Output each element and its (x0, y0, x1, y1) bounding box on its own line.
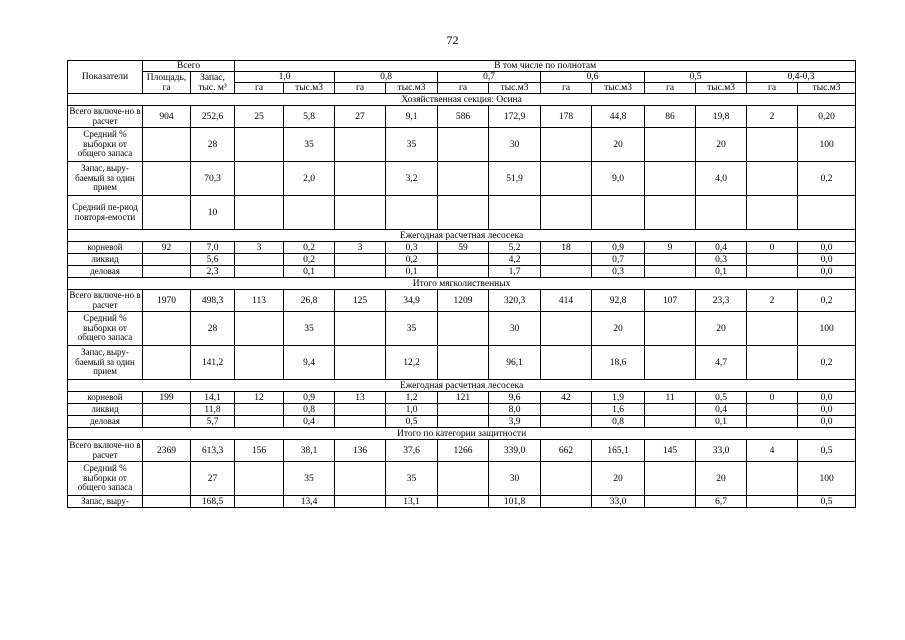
forest-stock-table (67, 60, 856, 508)
table-cell (541, 266, 592, 278)
table-cell (438, 128, 489, 162)
table-cell (747, 196, 798, 230)
table-cell: 51,9 (489, 162, 541, 196)
table-cell (747, 312, 798, 346)
table-cell (235, 404, 284, 416)
table-cell (645, 162, 696, 196)
table-cell (645, 416, 696, 428)
table-row (68, 440, 856, 462)
table-cell: 0,0 (798, 254, 856, 266)
table-cell (645, 496, 696, 508)
table-cell: 25 (235, 106, 284, 128)
table-cell (335, 196, 386, 230)
table-row (68, 162, 856, 196)
row-label: деловая (68, 416, 143, 428)
table-cell: 9,6 (489, 392, 541, 404)
table-cell (645, 266, 696, 278)
table-cell: 252,6 (191, 106, 235, 128)
table-cell: 2,3 (191, 266, 235, 278)
table-cell (747, 404, 798, 416)
table-cell: 0,4 (284, 416, 335, 428)
table-cell: 0,1 (696, 416, 747, 428)
table-cell: 5,2 (489, 242, 541, 254)
row-label: Всего включе-но в расчет (69, 289, 141, 310)
table-cell (335, 266, 386, 278)
table-cell (489, 196, 541, 230)
table-cell: 0,5 (798, 440, 856, 462)
table-cell (335, 128, 386, 162)
table-cell (235, 254, 284, 266)
table-cell: 37,6 (386, 440, 438, 462)
row-label: Всего включе-но в расчет (69, 439, 141, 460)
unit-ha-header: га (235, 83, 284, 94)
unit-m3-header: тыс.м3 (798, 83, 856, 94)
table-cell: 0,3 (592, 266, 645, 278)
density-header: 0,4-0,3 (747, 72, 856, 83)
table-cell: 20 (592, 462, 645, 496)
unit-m3-header: тыс.м3 (489, 83, 541, 94)
table-cell (541, 416, 592, 428)
table-row (68, 266, 856, 278)
table-cell: 27 (191, 462, 235, 496)
table-cell (645, 346, 696, 380)
table-cell: 1266 (438, 440, 489, 462)
table-cell: 136 (335, 440, 386, 462)
table-cell: 613,3 (191, 440, 235, 462)
row-label: корневой (68, 392, 143, 404)
table-cell: 13,1 (386, 496, 438, 508)
unit-ha-header: га (747, 83, 798, 94)
section-title: Итого по категории защитности (68, 428, 856, 440)
table-cell: 0,8 (592, 416, 645, 428)
table-cell: 4,0 (696, 162, 747, 196)
table-cell (335, 462, 386, 496)
table-cell: 44,8 (592, 106, 645, 128)
row-label: Запас, выру-баемый за один прием (68, 346, 143, 380)
table-cell (335, 496, 386, 508)
table-cell (747, 346, 798, 380)
table-cell (541, 346, 592, 380)
table-cell: 18,6 (592, 346, 645, 380)
table-cell (335, 312, 386, 346)
table-cell: 0,2 (798, 290, 856, 312)
table-cell: 9,0 (592, 162, 645, 196)
table-cell (592, 196, 645, 230)
table-cell (143, 346, 191, 380)
table-cell: 0,8 (284, 404, 335, 416)
table-cell (386, 196, 438, 230)
table-cell: 27 (335, 106, 386, 128)
section-title-row (68, 380, 856, 392)
table-cell: 101,8 (489, 496, 541, 508)
table-cell: 0,2 (798, 162, 856, 196)
table-cell (143, 462, 191, 496)
table-row (68, 290, 856, 312)
table-cell (541, 462, 592, 496)
unit-ha-header: га (438, 83, 489, 94)
table-cell: 1,2 (386, 392, 438, 404)
table-cell: 9 (645, 242, 696, 254)
table-row (68, 196, 856, 230)
table-cell (541, 128, 592, 162)
table-cell: 96,1 (489, 346, 541, 380)
table-cell: 100 (798, 128, 856, 162)
unit-m3-header: тыс.м3 (592, 83, 645, 94)
section-title-row (68, 94, 856, 106)
table-cell: 33,0 (592, 496, 645, 508)
header-total: Всего (143, 61, 235, 72)
table-cell (235, 312, 284, 346)
header-area: Площадь, га (143, 72, 191, 94)
table-cell: 23,3 (696, 290, 747, 312)
table-cell: 125 (335, 290, 386, 312)
table-cell: 2 (747, 106, 798, 128)
table-cell: 2,0 (284, 162, 335, 196)
table-cell (438, 162, 489, 196)
section-title-row (68, 230, 856, 242)
row-label: Средний % выборки от общего запаса (68, 312, 143, 346)
table-cell: 35 (284, 312, 335, 346)
table-cell: 0,1 (696, 266, 747, 278)
table-cell (747, 128, 798, 162)
section-title-row (68, 428, 856, 440)
table-cell: 6,7 (696, 496, 747, 508)
table-cell: 86 (645, 106, 696, 128)
table-row (68, 416, 856, 428)
table-cell: 414 (541, 290, 592, 312)
table-cell: 10 (191, 196, 235, 230)
table-cell: 168,5 (191, 496, 235, 508)
table-cell: 0,0 (798, 416, 856, 428)
table-cell (143, 254, 191, 266)
table-cell: 59 (438, 242, 489, 254)
table-cell: 0,9 (592, 242, 645, 254)
table-cell: 33,0 (696, 440, 747, 462)
row-label: Средний % выборки от общего запаса (68, 462, 143, 496)
table-cell (645, 254, 696, 266)
table-cell (747, 162, 798, 196)
table-cell: 0,0 (798, 392, 856, 404)
table-cell (235, 128, 284, 162)
table-cell (235, 346, 284, 380)
table-cell: 30 (489, 312, 541, 346)
table-cell: 339,0 (489, 440, 541, 462)
density-header: 0,6 (541, 72, 645, 83)
table-row (68, 312, 856, 346)
table-row (68, 106, 856, 128)
table-cell: 662 (541, 440, 592, 462)
table-row (68, 346, 856, 380)
table-cell: 165,1 (592, 440, 645, 462)
table-cell: 498,3 (191, 290, 235, 312)
table-cell: 0,5 (386, 416, 438, 428)
table-cell: 92 (143, 242, 191, 254)
table-cell: 11,8 (191, 404, 235, 416)
section-title: Итого мягколиственных (68, 278, 856, 290)
table-cell (143, 266, 191, 278)
table-cell: 0,7 (592, 254, 645, 266)
table-cell: 35 (284, 462, 335, 496)
table-row (68, 462, 856, 496)
table-cell (438, 312, 489, 346)
row-label: Всего включе-но в расчет (69, 105, 141, 126)
table-cell (541, 312, 592, 346)
table-cell (747, 462, 798, 496)
table-cell (335, 416, 386, 428)
table-cell: 35 (386, 462, 438, 496)
table-cell: 30 (489, 462, 541, 496)
table-cell: 113 (235, 290, 284, 312)
density-header: 1,0 (235, 72, 335, 83)
table-cell (747, 266, 798, 278)
table-cell: 586 (438, 106, 489, 128)
table-cell (645, 312, 696, 346)
table-cell: 5,7 (191, 416, 235, 428)
row-label: Средний % выборки от общего запаса (68, 128, 143, 162)
table-cell (645, 128, 696, 162)
density-header-row (68, 72, 856, 83)
table-cell: 0,3 (696, 254, 747, 266)
table-cell: 4 (747, 440, 798, 462)
table-cell: 172,9 (489, 106, 541, 128)
table-cell: 34,9 (386, 290, 438, 312)
table-cell: 0 (747, 392, 798, 404)
table-cell: 0,4 (696, 404, 747, 416)
table-cell: 1,9 (592, 392, 645, 404)
section-title: Ежегодная расчетная лесосека (68, 230, 856, 242)
table-cell: 14,1 (191, 392, 235, 404)
table-cell: 30 (489, 128, 541, 162)
section-title-row (68, 278, 856, 290)
table-cell: 7,0 (191, 242, 235, 254)
table-cell: 0,9 (284, 392, 335, 404)
density-header: 0,8 (335, 72, 438, 83)
table-cell (235, 196, 284, 230)
page-number: 72 (446, 33, 459, 47)
table-cell: 20 (696, 462, 747, 496)
table-cell: 20 (592, 128, 645, 162)
table-cell: 11 (645, 392, 696, 404)
table-cell: 100 (798, 462, 856, 496)
unit-ha-header: га (645, 83, 696, 94)
table-cell (438, 462, 489, 496)
header-including-by-density: В том числе по полнотам (235, 61, 856, 72)
table-cell: 0,1 (284, 266, 335, 278)
density-header: 0,7 (438, 72, 541, 83)
table-cell: 3 (235, 242, 284, 254)
table-cell (143, 496, 191, 508)
unit-m3-header: тыс.м3 (386, 83, 438, 94)
table-cell: 35 (284, 128, 335, 162)
table-cell: 100 (798, 312, 856, 346)
unit-m3-header: тыс.м3 (696, 83, 747, 94)
table-cell: 20 (696, 128, 747, 162)
table-cell: 0,2 (284, 242, 335, 254)
table-cell: 0,2 (386, 254, 438, 266)
table-cell (235, 496, 284, 508)
row-label: ликвид (68, 404, 143, 416)
table-cell: 2 (747, 290, 798, 312)
table-cell: 178 (541, 106, 592, 128)
table-cell: 9,1 (386, 106, 438, 128)
table-cell: 156 (235, 440, 284, 462)
table-cell: 0,2 (798, 346, 856, 380)
table-cell (235, 266, 284, 278)
table-cell: 0,2 (284, 254, 335, 266)
table-cell (541, 196, 592, 230)
table-cell: 8,0 (489, 404, 541, 416)
table-cell: 5,8 (284, 106, 335, 128)
table-cell: 0,5 (696, 392, 747, 404)
table-cell: 0,4 (696, 242, 747, 254)
table-cell (143, 196, 191, 230)
table-cell (335, 404, 386, 416)
table-cell (798, 196, 856, 230)
table-cell: 19,8 (696, 106, 747, 128)
table-row (68, 392, 856, 404)
table-cell (645, 196, 696, 230)
table-cell: 13,4 (284, 496, 335, 508)
table-cell (143, 162, 191, 196)
table-cell: 1209 (438, 290, 489, 312)
table-cell (143, 312, 191, 346)
table-cell: 3 (335, 242, 386, 254)
table-cell: 1,7 (489, 266, 541, 278)
table-cell: 121 (438, 392, 489, 404)
table-cell (284, 196, 335, 230)
table-cell: 1970 (143, 290, 191, 312)
table-cell: 42 (541, 392, 592, 404)
table-cell: 0,0 (798, 242, 856, 254)
table-cell: 38,1 (284, 440, 335, 462)
unit-ha-header: га (335, 83, 386, 94)
table-cell (747, 254, 798, 266)
table-cell: 12 (235, 392, 284, 404)
table-cell: 0,3 (386, 242, 438, 254)
table-cell: 3,9 (489, 416, 541, 428)
table-cell: 35 (386, 128, 438, 162)
table-cell: 20 (592, 312, 645, 346)
table-cell (143, 404, 191, 416)
unit-m3-header: тыс.м3 (284, 83, 335, 94)
table-cell (645, 404, 696, 416)
unit-ha-header: га (541, 83, 592, 94)
table-cell: 145 (645, 440, 696, 462)
table-cell: 5,6 (191, 254, 235, 266)
table-cell: 0,1 (386, 266, 438, 278)
table-cell (541, 404, 592, 416)
table-cell: 28 (191, 312, 235, 346)
table-cell: 9,4 (284, 346, 335, 380)
table-cell: 904 (143, 106, 191, 128)
table-row (68, 254, 856, 266)
table-cell: 26,8 (284, 290, 335, 312)
table-cell (438, 404, 489, 416)
table-cell: 28 (191, 128, 235, 162)
table-cell: 320,3 (489, 290, 541, 312)
table-cell: 35 (386, 312, 438, 346)
table-cell: 12,2 (386, 346, 438, 380)
table-cell (645, 462, 696, 496)
table-cell: 107 (645, 290, 696, 312)
table-cell (747, 416, 798, 428)
table-cell (438, 266, 489, 278)
table-row (68, 242, 856, 254)
header-indicators: Показатели (68, 61, 143, 94)
table-cell: 2369 (143, 440, 191, 462)
table-cell: 0,0 (798, 266, 856, 278)
density-header: 0,5 (645, 72, 747, 83)
row-label: Средний пе-риод повторя-емости (68, 196, 143, 230)
table-cell (747, 496, 798, 508)
section-title: Хозяйственная секция: Осина (68, 94, 856, 106)
table-cell (438, 416, 489, 428)
table-cell (335, 346, 386, 380)
section-title: Ежегодная расчетная лесосека (68, 380, 856, 392)
table-cell (143, 416, 191, 428)
table-cell (438, 196, 489, 230)
table-cell (541, 254, 592, 266)
table-cell (541, 162, 592, 196)
table-cell: 1,6 (592, 404, 645, 416)
table-cell: 4,7 (696, 346, 747, 380)
table-cell (438, 254, 489, 266)
table-cell (235, 162, 284, 196)
table-cell: 0 (747, 242, 798, 254)
row-label: ликвид (68, 254, 143, 266)
table-cell: 4,2 (489, 254, 541, 266)
table-body (68, 94, 856, 508)
table-cell: 0,0 (798, 404, 856, 416)
table-cell (541, 496, 592, 508)
table-cell (335, 254, 386, 266)
table-cell (438, 496, 489, 508)
table-cell (696, 196, 747, 230)
table-cell (235, 462, 284, 496)
table-cell (143, 128, 191, 162)
table-cell: 92,8 (592, 290, 645, 312)
table-cell: 199 (143, 392, 191, 404)
row-label: корневой (68, 242, 143, 254)
row-label: Запас, выру- (68, 496, 143, 508)
table-cell: 3,2 (386, 162, 438, 196)
table-cell: 13 (335, 392, 386, 404)
table-cell (438, 346, 489, 380)
table-row (68, 496, 856, 508)
row-label: деловая (68, 266, 143, 278)
table-row (68, 404, 856, 416)
table-cell (235, 416, 284, 428)
header-stock: Запас, тыс. м³ (191, 72, 235, 94)
table-cell: 20 (696, 312, 747, 346)
table-cell: 0,20 (798, 106, 856, 128)
table-row (68, 128, 856, 162)
table-cell: 141,2 (191, 346, 235, 380)
table-cell: 1,0 (386, 404, 438, 416)
row-label: Запас, выру-баемый за один прием (68, 162, 143, 196)
table-cell: 70,3 (191, 162, 235, 196)
table-cell: 0,5 (798, 496, 856, 508)
table-cell: 18 (541, 242, 592, 254)
table-cell (335, 162, 386, 196)
